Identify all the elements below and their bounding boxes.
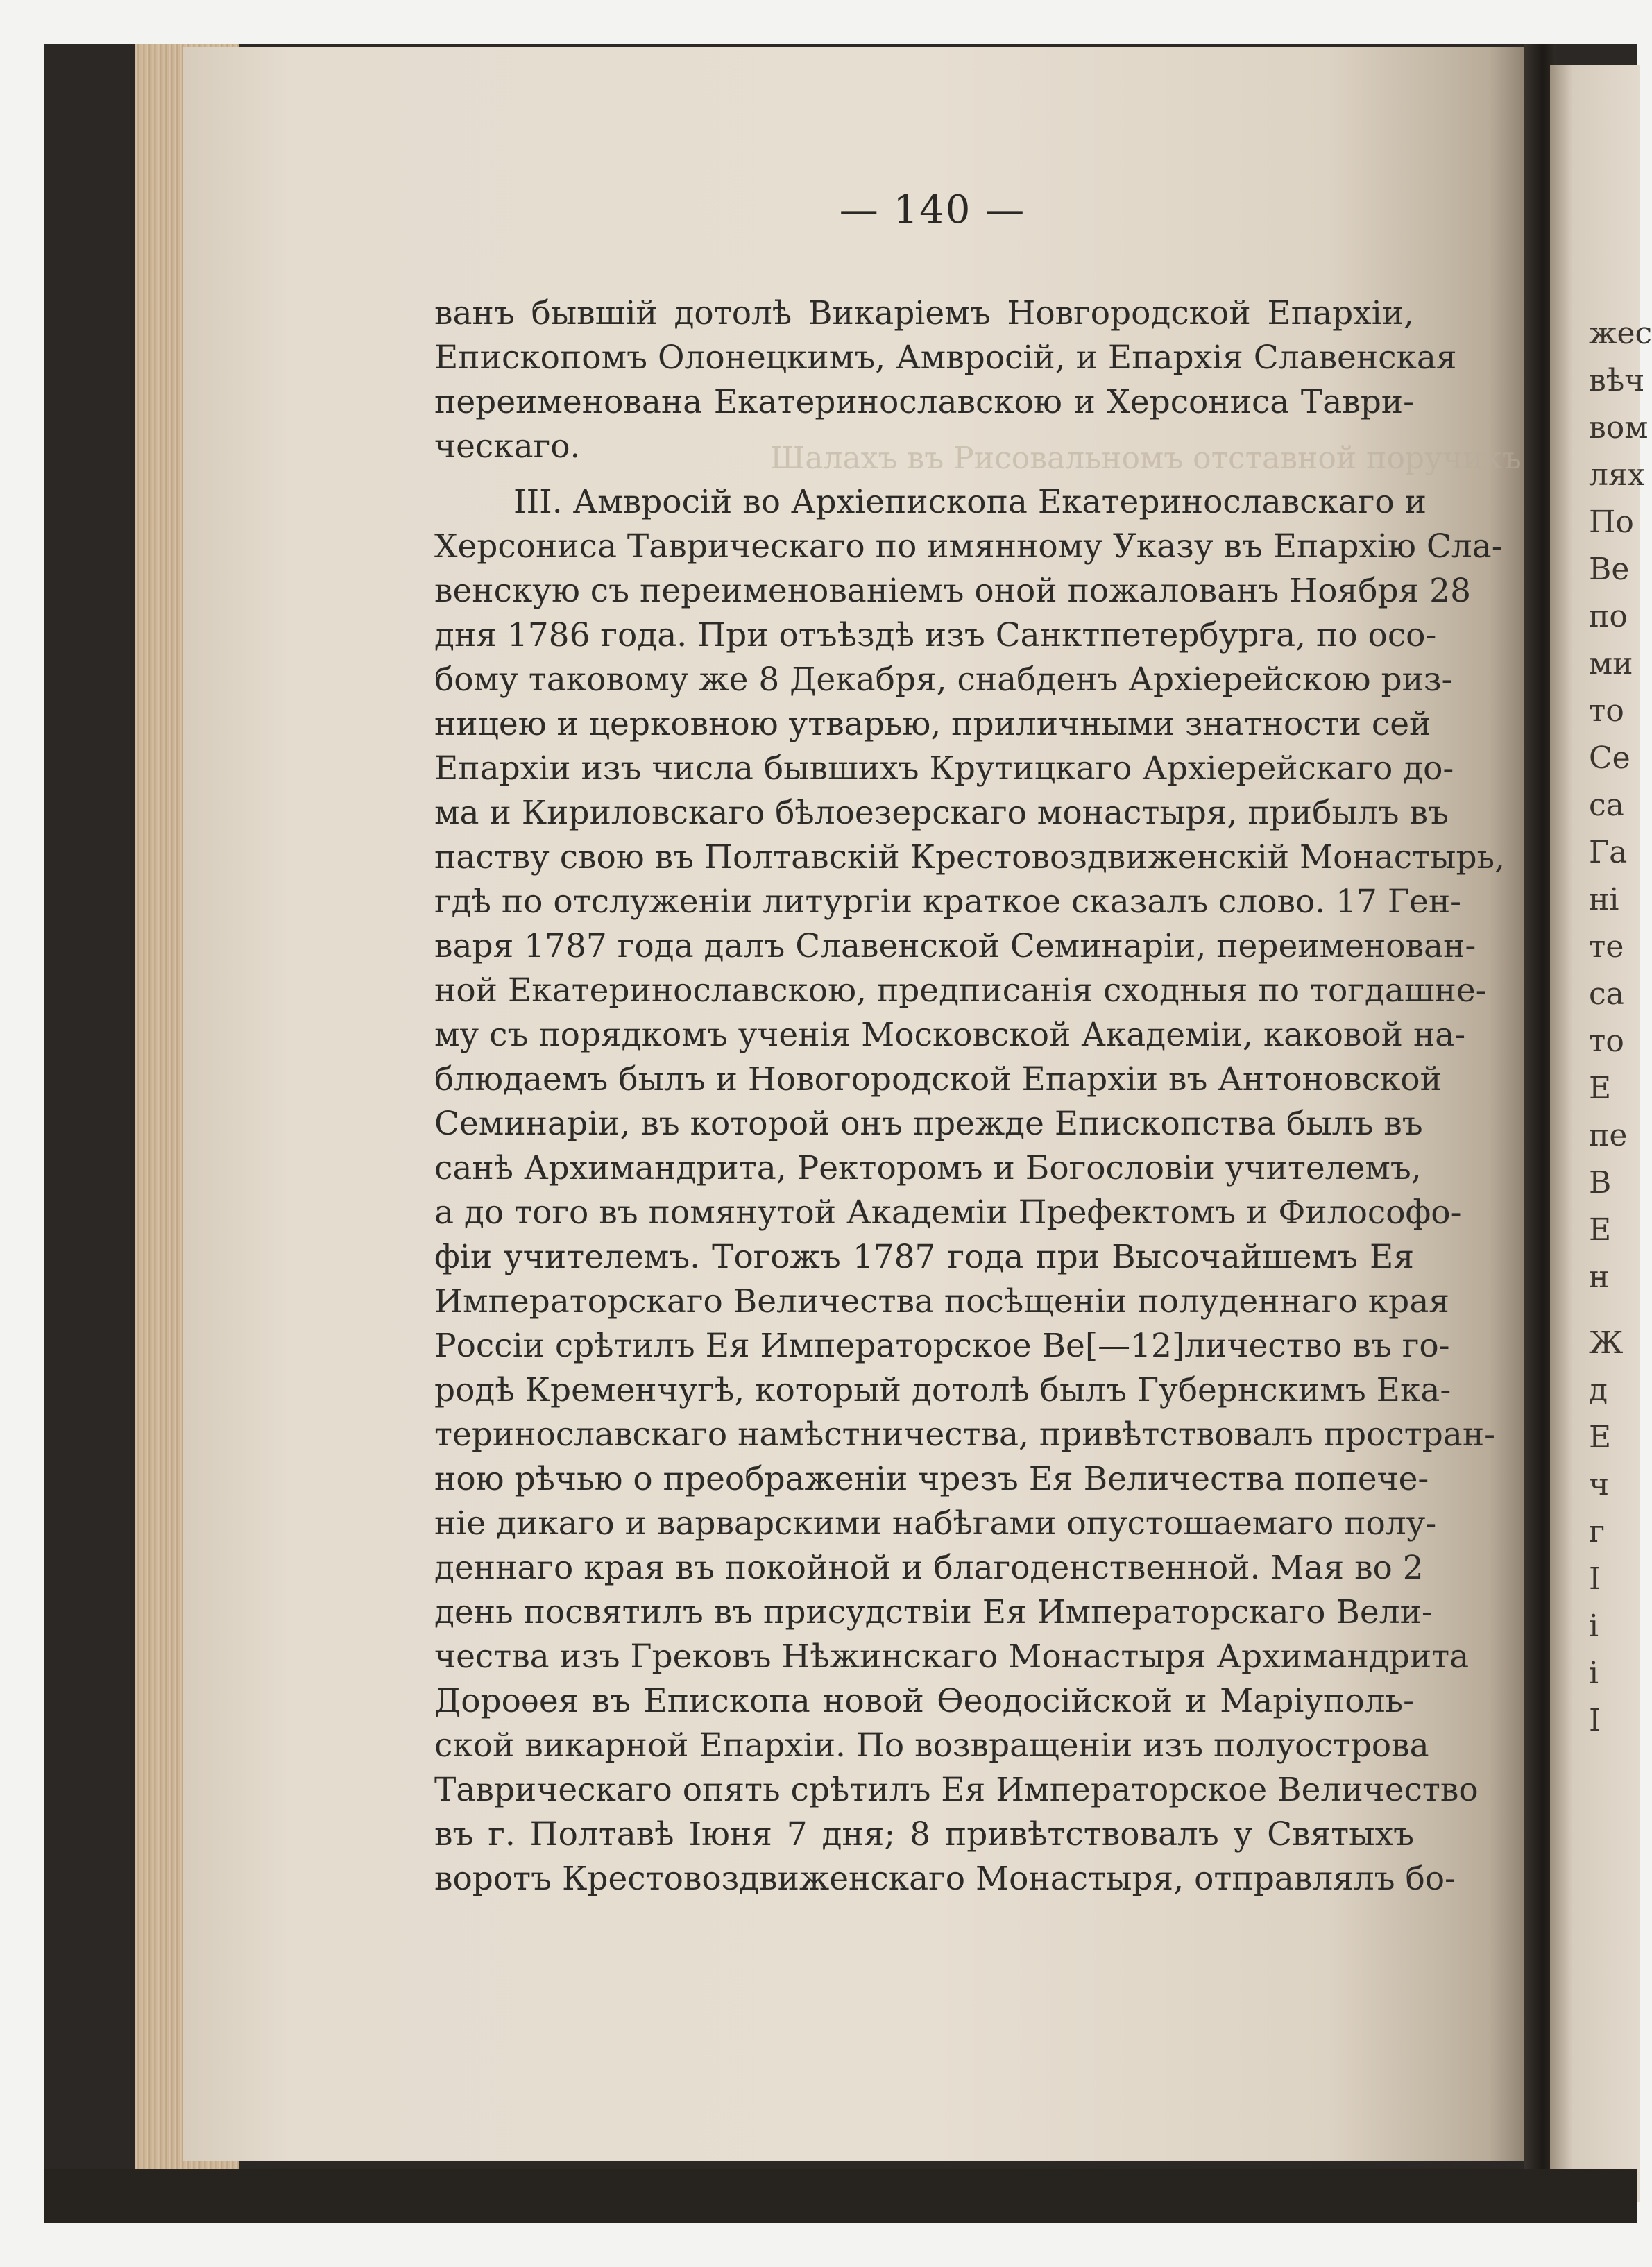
text-line: воротъ Крестовоздвиженскаго Монастыря, отправлялъ бо- (434, 1860, 1456, 1898)
right-page-fragment: Е (1589, 1420, 1612, 1455)
right-page-fragment: вѣч (1589, 363, 1645, 398)
right-page-fragment: ч (1589, 1467, 1610, 1502)
text-line: гдѣ по отслуженiи литургiи краткое сказалъ слово. 17 Ген- (434, 883, 1462, 921)
right-page-fragment: i (1589, 1656, 1599, 1691)
text-line: а до того въ помянутой Академiи Префектомъ и Философо- (434, 1194, 1462, 1232)
text-line: Таврическаго опять срѣтилъ Ея Императорское Величество (434, 1771, 1479, 1809)
text-line: деннаго края въ покойной и благоденственной. Мая во 2 (434, 1549, 1424, 1587)
right-page-fragment: то (1589, 693, 1624, 729)
text-line: чества изъ Грековъ Нѣжинскаго Монастыря Архимандрита (434, 1638, 1470, 1676)
text-line: ною рѣчью о преображенiи чрезъ Ея Величества попече- (434, 1460, 1429, 1498)
right-page-fragment: са (1589, 976, 1624, 1012)
text-line: переименована Екатеринославскою и Херсониса Таври- (434, 383, 1414, 421)
right-page-fragment: ми (1589, 646, 1633, 681)
right-page-fragment: Е (1589, 1071, 1612, 1106)
right-page-fragment: Е (1589, 1212, 1612, 1248)
right-page-fragment: нi (1589, 882, 1619, 917)
text-line: родѣ Кременчугѣ, который дотолѣ былъ Губернскимъ Ека- (434, 1371, 1451, 1409)
right-page-fragment: н (1589, 1259, 1610, 1295)
text-line: Епископомъ Олонецкимъ, Амвросiй, и Епархiя Славенская (434, 339, 1457, 377)
text-line: му съ порядкомъ ученiя Московской Академiи, каковой на- (434, 1016, 1466, 1054)
right-page-fragment: В (1589, 1165, 1612, 1200)
text-line: фiи учителемъ. Тогожъ 1787 года при Высочайшемъ Ея (434, 1238, 1414, 1276)
right-page-fragment: те (1589, 929, 1624, 965)
right-page-fragment: пе (1589, 1118, 1628, 1153)
right-page-fragment: вом (1589, 410, 1649, 445)
text-line: ской викарной Епархiи. По возвращенiи изъ полуострова (434, 1726, 1429, 1765)
right-page-fragment: лях (1589, 457, 1645, 493)
text-line: венскую съ переименованiемъ оной пожалованъ Ноября 28 (434, 572, 1471, 610)
text-line: варя 1787 года далъ Славенской Семинарiи, переименован- (434, 927, 1476, 965)
text-line: Императорскаго Величества посѣщенiи полуденнаго края (434, 1282, 1449, 1321)
text-line: ной Екатеринославскою, предписанiя сходныя по тогдашне- (434, 971, 1487, 1010)
text-line: III. Амвросiй во Архiепископа Екатеринославскаго и (513, 483, 1427, 521)
right-page-fragment: Се (1589, 740, 1630, 776)
right-page-fragment: Ве (1589, 552, 1630, 587)
right-page-fragment: д (1589, 1373, 1608, 1408)
scan-border (44, 2169, 1637, 2223)
right-page-fragment: са (1589, 788, 1624, 823)
right-page-fragment: по (1589, 599, 1628, 634)
text-line: бому таковому же 8 Декабря, снабденъ Архiерейскою риз- (434, 661, 1453, 699)
text-line: ницею и церковною утварью, приличными знатности сей (434, 705, 1431, 743)
text-line: нiе дикаго и варварскими набѣгами опустошаемаго полу- (434, 1504, 1437, 1543)
right-page-fragment: Га (1589, 835, 1628, 870)
text-line: ческаго. (434, 427, 581, 466)
right-page-fragment: I (1589, 1561, 1601, 1597)
right-page-fragment: то (1589, 1024, 1624, 1059)
right-page-fragment: жес (1589, 316, 1652, 351)
text-line: Дороѳея въ Епископа новой Ѳеодосiйской и Марiуполь- (434, 1682, 1414, 1720)
text-line: теринославскаго намѣстничества, привѣтствовалъ простран- (434, 1416, 1496, 1454)
text-line: ма и Кириловскаго бѣлоезерскаго монастыря, прибылъ въ (434, 794, 1449, 832)
right-page-fragment: По (1589, 504, 1634, 540)
text-line: въ г. Полтавѣ Iюня 7 дня; 8 привѣтствовалъ у Святыхъ (434, 1815, 1414, 1853)
right-page-fragment: I (1589, 1703, 1601, 1738)
text-line: Семинарiи, въ которой онъ прежде Епископства былъ въ (434, 1105, 1423, 1143)
right-page-fragment: г (1589, 1514, 1606, 1549)
right-page-fragment: Ж (1589, 1325, 1624, 1361)
text-line: Россiи срѣтилъ Ея Императорское Ве[—12]личество въ го- (434, 1327, 1450, 1365)
right-page-fragment: i (1589, 1608, 1599, 1644)
text-line: блюдаемъ былъ и Новогородской Епархiи въ Антоновской (434, 1060, 1442, 1098)
text-line: санѣ Архимандрита, Ректоромъ и Богословiи учителемъ, (434, 1149, 1422, 1187)
text-line: Епархiи изъ числа бывшихъ Крутицкаго Архiерейскаго до- (434, 749, 1454, 788)
text-line: дня 1786 года. При отъѣздѣ изъ Санктпетербурга, по осо- (434, 616, 1437, 654)
text-line: день посвятилъ въ присудствiи Ея Императорскаго Вели- (434, 1593, 1433, 1631)
text-line: Херсониса Таврическаго по имянному Указу въ Епархiю Сла- (434, 527, 1503, 566)
text-line: паству свою въ Полтавскiй Крестовоздвиженскiй Монастырь, (434, 838, 1506, 876)
text-line: ванъ бывшiй дотолѣ Викарiемъ Новгородской Епархiи, (434, 294, 1414, 332)
bleed-through-text: Шалахъ въ Рисовальномъ отставной поручикъ (770, 441, 1522, 476)
page-number: — 140 — (839, 187, 1026, 232)
